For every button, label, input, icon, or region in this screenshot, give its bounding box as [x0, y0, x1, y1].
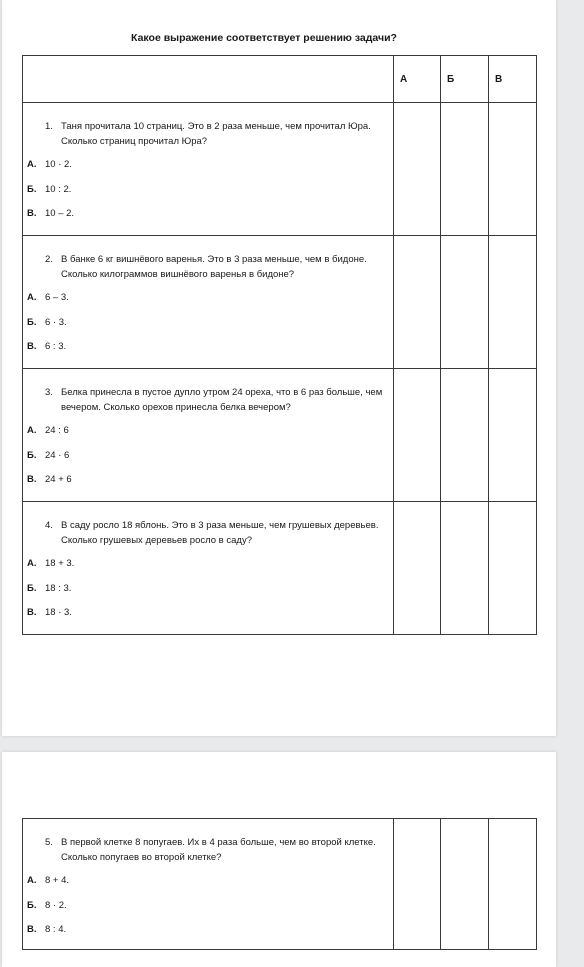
task-cell — [23, 369, 394, 502]
answer-cell-a[interactable] — [394, 236, 441, 369]
task-text: Белка принесла в пустое дупло утром 24 ореха, что в 6 раз больше, чем вечером. Сколько орехов принесла белка вечером? — [61, 387, 383, 413]
task-row-5 — [23, 819, 537, 950]
worksheet-title: Какое выражение соответствует решению задачи? — [131, 32, 397, 44]
option-b: Б. 24 · 6 — [27, 449, 70, 461]
answer-cell-a[interactable] — [394, 103, 441, 236]
option-a: А. 18 + 3. — [27, 558, 75, 569]
task-options — [23, 423, 393, 497]
answer-cell-v[interactable] — [489, 369, 537, 502]
option-a: А. 24 : 6 — [27, 425, 69, 436]
task-question — [23, 236, 393, 282]
header-blank-cell — [23, 56, 394, 103]
answer-cell-a[interactable] — [394, 819, 441, 950]
task-cell — [23, 236, 394, 369]
option-b: Б. 10 : 2. — [27, 183, 72, 195]
task-number: 3. — [45, 387, 53, 398]
option-v: В. 24 + 6 — [27, 474, 72, 485]
worksheet-page-1 — [2, 0, 556, 736]
answer-table — [22, 55, 537, 635]
table-header-row — [23, 56, 537, 103]
column-header-a: А — [394, 56, 441, 103]
option-b: Б. 18 : 3. — [27, 582, 72, 594]
task-options — [23, 556, 393, 630]
task-text: В саду росло 18 яблонь. Это в 3 раза меньше, чем грушевых деревьев. Сколько грушевых деревьев росло в саду? — [61, 520, 379, 546]
answer-cell-a[interactable] — [394, 369, 441, 502]
answer-cell-b[interactable] — [441, 502, 489, 635]
answer-cell-v[interactable] — [489, 103, 537, 236]
task-options — [23, 290, 393, 364]
task-row-1 — [23, 103, 537, 236]
option-a: А. 6 – 3. — [27, 292, 69, 303]
task-cell — [23, 819, 394, 950]
option-v: В. 6 : 3. — [27, 341, 67, 352]
option-v: В. 8 : 4. — [27, 924, 67, 935]
option-a: А. 10 · 2. — [27, 159, 72, 170]
task-number: 2. — [45, 254, 53, 265]
answer-cell-b[interactable] — [441, 819, 489, 950]
answer-table-continued — [22, 818, 537, 950]
task-text: В банке 6 кг вишнёвого варенья. Это в 3 раза меньше, чем в бидоне. Сколько килограммов вишнёвого варенья в бидоне? — [61, 254, 367, 280]
task-cell — [23, 502, 394, 635]
task-options — [23, 873, 393, 947]
task-question — [23, 369, 393, 415]
task-row-4 — [23, 502, 537, 635]
task-row-3 — [23, 369, 537, 502]
task-row-2 — [23, 236, 537, 369]
worksheet-page-2 — [2, 752, 556, 967]
task-number: 1. — [45, 121, 53, 132]
option-b: Б. 8 · 2. — [27, 899, 67, 911]
answer-cell-v[interactable] — [489, 502, 537, 635]
answer-cell-a[interactable] — [394, 502, 441, 635]
answer-cell-b[interactable] — [441, 103, 489, 236]
column-header-b: Б — [441, 56, 489, 103]
task-number: 5. — [45, 837, 53, 848]
task-options — [23, 157, 393, 231]
option-a: А. 8 + 4. — [27, 875, 70, 886]
task-text: Таня прочитала 10 страниц. Это в 2 раза меньше, чем прочитал Юра. Сколько страниц прочитал Юра? — [61, 121, 371, 147]
option-v: В. 10 – 2. — [27, 208, 75, 219]
column-header-v: В — [489, 56, 537, 103]
answer-cell-b[interactable] — [441, 236, 489, 369]
task-question — [23, 103, 393, 149]
option-v: В. 18 · 3. — [27, 607, 72, 618]
option-b: Б. 6 · 3. — [27, 316, 67, 328]
answer-cell-v[interactable] — [489, 819, 537, 950]
answer-cell-v[interactable] — [489, 236, 537, 369]
task-text: В первой клетке 8 попугаев. Их в 4 раза больше, чем во второй клетке. Сколько попугаев во второй клетке? — [61, 837, 376, 863]
task-cell — [23, 103, 394, 236]
task-number: 4. — [45, 520, 53, 531]
answer-cell-b[interactable] — [441, 369, 489, 502]
task-question — [23, 502, 393, 548]
task-question — [23, 819, 393, 865]
